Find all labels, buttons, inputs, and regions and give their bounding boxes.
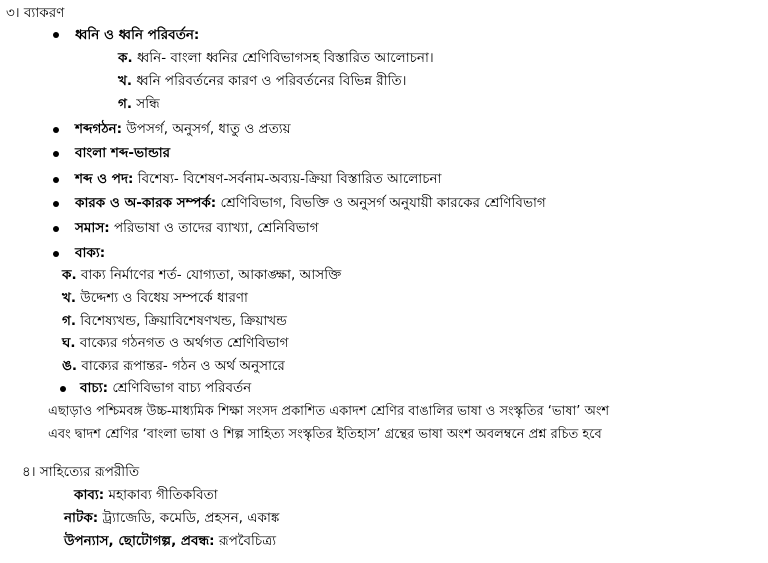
word-and-parts-item: শব্দ ও পদ: বিশেষ্য- বিশেষণ-সর্বনাম-অব্যয়-ক্রিয়া বিস্তারিত আলোচনা: [75, 171, 442, 187]
phonetics-item-kha: খ. ধ্বনি পরিবর্তনের কারণ ও পরিবর্তনের বিভিন্ন রীতি।: [118, 73, 407, 89]
poetry-item: কাব্য: মহাকাব্য গীতিকবিতা: [74, 487, 218, 503]
section-4-heading: [22, 463, 139, 481]
voice-item: বাচ্য: শ্রেণিবিভাগ বাচ্য পরিবর্তন: [80, 380, 252, 396]
compound-item: সমাস: পরিভাষা ও তাদের ব্যাখ্যা, শ্রেনিবিভাগ: [75, 220, 319, 236]
section-4-title: সাহিত্যের রূপরীতি: [39, 464, 140, 480]
bullet-icon: [53, 151, 59, 157]
bullet-icon: [53, 201, 59, 207]
bullet-icon: [53, 127, 59, 133]
note-line-2: এবং দ্বাদশ শ্রেণির ‘বাংলা ভাষা ও শিল্প সাহিত্য সংস্কৃতির ইতিহাস’ গ্রন্থের ভাষা অংশ অবলম্বনে প্রশ্ন রচিত হবে: [48, 427, 602, 442]
sentence-item-ka: ক. বাক্য নির্মাণের শর্ত- যোগ্যতা, আকাঙ্ক্ষা, আসক্তি: [62, 267, 342, 283]
prose-item: উপন্যাস, ছোটোগল্প, প্রবন্ধ: রূপবৈচিত্র্য: [64, 533, 277, 549]
bullet-icon: [60, 386, 66, 392]
vocabulary-item: বাংলা শব্দ-ভান্ডার: [75, 145, 171, 161]
sentence-label: বাক্য:: [75, 245, 106, 261]
bullet-icon: [53, 32, 59, 38]
sentence-item-uma: ঙ. বাক্যের রূপান্তর- গঠন ও অর্থ অনুসারে: [62, 358, 285, 374]
section-3-number: ৩।: [6, 5, 20, 21]
phonetics-item-ka: ক. ধ্বনি- বাংলা ধ্বনির শ্রেণিবিভাগসহ বিস্তারিত আলোচনা।: [118, 50, 434, 66]
sentence-item-ga: গ. বিশেষ্যখন্ড, ক্রিয়াবিশেষণখন্ড, ক্রিয়াখন্ড: [62, 313, 287, 329]
note-line-1: এছাড়াও পশ্চিমবঙ্গ উচ্চ-মাধ্যমিক শিক্ষা সংসদ প্রকাশিত একাদশ শ্রেণির বাঙালির ভাষা ও সংস্কৃতির ‘ভাষা’ অংশ: [48, 404, 610, 419]
bullet-icon: [53, 177, 59, 183]
bullet-icon: [53, 251, 59, 257]
word-formation-item: শব্দগঠন: উপসর্গ, অনুসর্গ, ধাতু ও প্রত্যয়: [75, 121, 291, 137]
sentence-item-kha: খ. উদ্দেশ্য ও বিধেয় সম্পর্কে ধারণা: [62, 290, 248, 306]
phonetics-label: ধ্বনি ও ধ্বনি পরিবর্তন:: [75, 27, 200, 43]
bullet-icon: [53, 226, 59, 232]
case-relation-item: কারক ও অ-কারক সম্পর্ক: শ্রেণিবিভাগ, বিভক্তি ও অনুসর্গ অনুযায়ী কারকের শ্রেণিবিভাগ: [75, 195, 546, 211]
section-3-heading: [6, 4, 64, 22]
sentence-item-gha: ঘ. বাক্যের গঠনগত ও অর্থগত শ্রেণিবিভাগ: [62, 335, 289, 351]
section-4-number: ৪।: [22, 464, 36, 480]
phonetics-item-ga: গ. সন্ধি: [118, 96, 160, 112]
drama-item: নাটক: ট্র্যাজেডি, কমেডি, প্রহসন, একাঙ্ক: [64, 510, 280, 526]
section-3-title: ব্যাকরণ: [23, 5, 65, 21]
